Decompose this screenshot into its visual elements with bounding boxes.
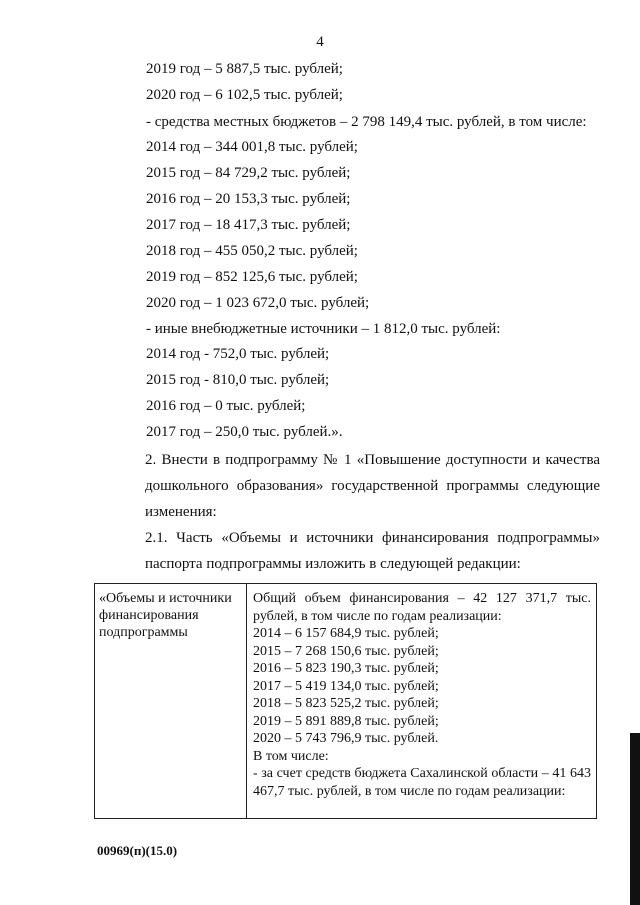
text-line: 2016 год – 0 тыс. рублей; <box>146 398 306 414</box>
text-line: 2015 год – 84 729,2 тыс. рублей; <box>146 165 351 181</box>
table-year-line: 2015 – 7 268 150,6 тыс. рублей; <box>253 643 439 659</box>
scan-edge-bar <box>630 733 640 905</box>
text-line: 2014 год – 344 001,8 тыс. рублей; <box>146 139 358 155</box>
page-number: 4 <box>316 34 324 50</box>
text-line: 2014 год - 752,0 тыс. рублей; <box>146 346 330 362</box>
table-year-line: 2018 – 5 823 525,2 тыс. рублей; <box>253 696 439 711</box>
text-line: - средства местных бюджетов – 2 798 149,4 тыс. рублей, в том числе: <box>146 114 587 130</box>
text-line: - иные внебюджетные источники – 1 812,0 тыс. рублей: <box>146 321 501 337</box>
text-line: 2019 год – 852 125,6 тыс. рублей; <box>146 269 358 285</box>
table-year-line: 2019 – 5 891 889,8 тыс. рублей; <box>253 713 439 729</box>
paragraph-2-text: 2. Внести в подпрограмму № 1 «Повышение доступности и качества дошкольного образования» государственной программы следующие изменения: <box>145 452 600 520</box>
text-line: 2017 год – 250,0 тыс. рублей.». <box>146 424 343 440</box>
table-year-line: 2017 – 5 419 134,0 тыс. рублей; <box>253 678 439 694</box>
table-including-label: В том числе: <box>253 748 329 764</box>
text-line: 2020 год – 1 023 672,0 тыс. рублей; <box>146 295 370 311</box>
funding-table <box>94 583 597 819</box>
text-line: 2019 год – 5 887,5 тыс. рублей; <box>146 61 343 77</box>
table-year-line: 2016 – 5 823 190,3 тыс. рублей; <box>253 661 439 676</box>
table-regional-budget: - за счет средств бюджета Сахалинской области – 41 643 467,7 тыс. рублей, в том числе по годам реализации: <box>253 766 591 799</box>
paragraph-2-1-text: 2.1. Часть «Объемы и источники финансирования подпрограммы» паспорта подпрограммы изложить в следующей редакции: <box>145 530 600 572</box>
table-intro: Общий объем финансирования – 42 127 371,7 тыс. рублей, в том числе по годам реализации: <box>253 591 591 624</box>
table-right-cell <box>247 584 596 818</box>
text-line: 2015 год - 810,0 тыс. рублей; <box>146 372 330 388</box>
text-line: 2017 год – 18 417,3 тыс. рублей; <box>146 217 351 233</box>
text-line: 2016 год – 20 153,3 тыс. рублей; <box>146 191 351 207</box>
table-left-cell: «Объемы и источники финансирования подпрограммы <box>95 584 247 818</box>
document-code: 00969(п)(15.0) <box>97 843 178 858</box>
text-line: 2020 год – 6 102,5 тыс. рублей; <box>146 87 343 103</box>
table-year-line: 2020 – 5 743 796,9 тыс. рублей. <box>253 731 439 746</box>
text-line: 2018 год – 455 050,2 тыс. рублей; <box>146 243 358 259</box>
paragraph-2-1 <box>97 525 600 577</box>
paragraph-2 <box>97 447 600 525</box>
table-year-line: 2014 – 6 157 684,9 тыс. рублей; <box>253 626 439 641</box>
